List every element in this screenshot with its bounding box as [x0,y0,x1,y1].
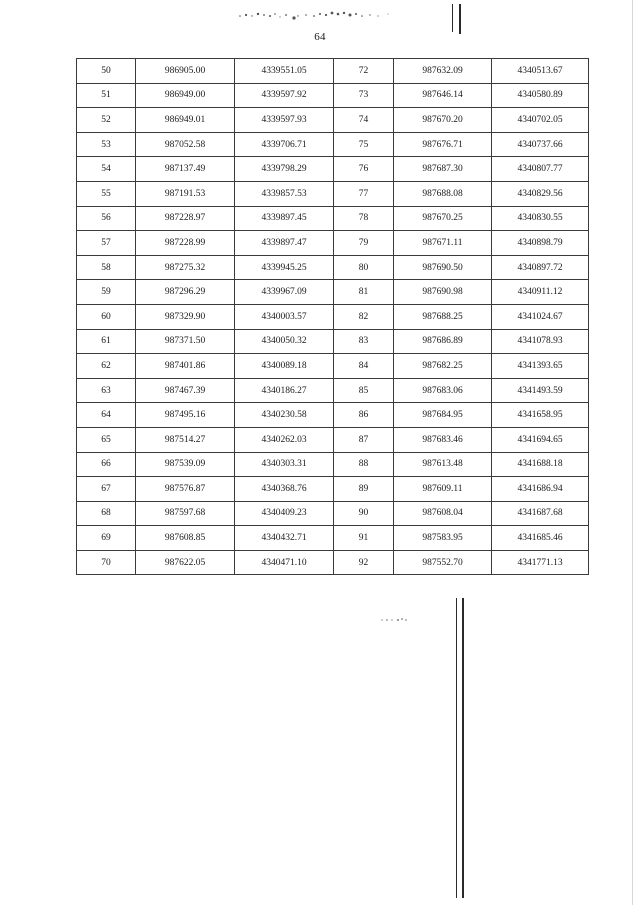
point-number-cell: 72 [334,59,394,84]
x-coordinate-cell: 987670.25 [394,206,492,231]
point-number-cell: 66 [77,452,136,477]
point-number-cell: 68 [77,501,136,526]
x-coordinate-cell: 986905.00 [136,59,235,84]
x-coordinate-cell: 987275.32 [136,255,235,280]
point-number-cell: 55 [77,181,136,206]
point-number-cell: 51 [77,83,136,108]
x-coordinate-cell: 987622.05 [136,550,235,575]
x-coordinate-cell: 987552.70 [394,550,492,575]
x-coordinate-cell: 987514.27 [136,427,235,452]
point-number-cell: 70 [77,550,136,575]
y-coordinate-cell: 4341685.46 [492,526,589,551]
table-row [77,403,589,428]
y-coordinate-cell: 4341687.68 [492,501,589,526]
x-coordinate-cell: 986949.01 [136,108,235,133]
x-coordinate-cell: 986949.00 [136,83,235,108]
y-coordinate-cell: 4341688.18 [492,452,589,477]
scan-line-lower-b [462,598,464,898]
y-coordinate-cell: 4340807.77 [492,157,589,182]
point-number-cell: 63 [77,378,136,403]
point-number-cell: 86 [334,403,394,428]
y-coordinate-cell: 4340830.55 [492,206,589,231]
table-row [77,108,589,133]
y-coordinate-cell: 4339945.25 [235,255,334,280]
y-coordinate-cell: 4340898.79 [492,231,589,256]
y-coordinate-cell: 4340432.71 [235,526,334,551]
x-coordinate-cell: 987191.53 [136,181,235,206]
x-coordinate-cell: 987684.95 [394,403,492,428]
table-row [77,181,589,206]
point-number-cell: 83 [334,329,394,354]
point-number-cell: 76 [334,157,394,182]
x-coordinate-cell: 987608.85 [136,526,235,551]
x-coordinate-cell: 987683.46 [394,427,492,452]
x-coordinate-cell: 987670.20 [394,108,492,133]
y-coordinate-cell: 4341694.65 [492,427,589,452]
point-number-cell: 59 [77,280,136,305]
point-number-cell: 52 [77,108,136,133]
x-coordinate-cell: 987539.09 [136,452,235,477]
y-coordinate-cell: 4339897.45 [235,206,334,231]
point-number-cell: 87 [334,427,394,452]
x-coordinate-cell: 987676.71 [394,132,492,157]
point-number-cell: 78 [334,206,394,231]
page-number: 64 [314,31,326,43]
point-number-cell: 82 [334,304,394,329]
y-coordinate-cell: 4340513.67 [492,59,589,84]
y-coordinate-cell: 4339706.71 [235,132,334,157]
point-number-cell: 74 [334,108,394,133]
point-number-cell: 77 [334,181,394,206]
y-coordinate-cell: 4341658.95 [492,403,589,428]
point-number-cell: 91 [334,526,394,551]
point-number-cell: 73 [334,83,394,108]
y-coordinate-cell: 4340003.57 [235,304,334,329]
x-coordinate-cell: 987495.16 [136,403,235,428]
table-row [77,329,589,354]
point-number-cell: 67 [77,477,136,502]
x-coordinate-cell: 987609.11 [394,477,492,502]
table-row [77,477,589,502]
x-coordinate-cell: 987467.39 [136,378,235,403]
y-coordinate-cell: 4341686.94 [492,477,589,502]
table-row [77,157,589,182]
point-number-cell: 65 [77,427,136,452]
x-coordinate-cell: 987686.89 [394,329,492,354]
point-number-cell: 69 [77,526,136,551]
table-row [77,452,589,477]
table-row [77,427,589,452]
y-coordinate-cell: 4340089.18 [235,354,334,379]
x-coordinate-cell: 987690.98 [394,280,492,305]
point-number-cell: 85 [334,378,394,403]
y-coordinate-cell: 4339551.05 [235,59,334,84]
y-coordinate-cell: 4340186.27 [235,378,334,403]
y-coordinate-cell: 4340471.10 [235,550,334,575]
x-coordinate-cell: 987329.90 [136,304,235,329]
point-number-cell: 58 [77,255,136,280]
x-coordinate-cell: 987583.95 [394,526,492,551]
y-coordinate-cell: 4339798.29 [235,157,334,182]
table-row [77,550,589,575]
y-coordinate-cell: 4341493.59 [492,378,589,403]
x-coordinate-cell: 987401.86 [136,354,235,379]
y-coordinate-cell: 4340829.56 [492,181,589,206]
point-number-cell: 53 [77,132,136,157]
table-row [77,231,589,256]
table-row [77,255,589,280]
x-coordinate-cell: 987371.50 [136,329,235,354]
table-row [77,378,589,403]
point-number-cell: 50 [77,59,136,84]
y-coordinate-cell: 4340409.23 [235,501,334,526]
y-coordinate-cell: 4339597.92 [235,83,334,108]
table-row [77,132,589,157]
y-coordinate-cell: 4341078.93 [492,329,589,354]
table-row [77,59,589,84]
table-row [77,83,589,108]
x-coordinate-cell: 987228.99 [136,231,235,256]
coordinates-table [76,58,589,575]
y-coordinate-cell: 4340702.05 [492,108,589,133]
point-number-cell: 62 [77,354,136,379]
y-coordinate-cell: 4340368.76 [235,477,334,502]
point-number-cell: 75 [334,132,394,157]
y-coordinate-cell: 4341771.13 [492,550,589,575]
point-number-cell: 64 [77,403,136,428]
x-coordinate-cell: 987613.48 [394,452,492,477]
y-coordinate-cell: 4340911.12 [492,280,589,305]
point-number-cell: 60 [77,304,136,329]
point-number-cell: 90 [334,501,394,526]
x-coordinate-cell: 987597.68 [136,501,235,526]
point-number-cell: 57 [77,231,136,256]
y-coordinate-cell: 4341393.65 [492,354,589,379]
x-coordinate-cell: 987608.04 [394,501,492,526]
point-number-cell: 61 [77,329,136,354]
x-coordinate-cell: 987688.08 [394,181,492,206]
point-number-cell: 54 [77,157,136,182]
scan-line-right-edge [632,0,633,905]
y-coordinate-cell: 4339857.53 [235,181,334,206]
table-row [77,280,589,305]
table-row [77,501,589,526]
x-coordinate-cell: 987228.97 [136,206,235,231]
table-row [77,304,589,329]
y-coordinate-cell: 4340230.58 [235,403,334,428]
point-number-cell: 88 [334,452,394,477]
point-number-cell: 92 [334,550,394,575]
x-coordinate-cell: 987688.25 [394,304,492,329]
y-coordinate-cell: 4340303.31 [235,452,334,477]
scan-noise-top [228,4,408,24]
point-number-cell: 79 [334,231,394,256]
table-row [77,206,589,231]
x-coordinate-cell: 987296.29 [136,280,235,305]
x-coordinate-cell: 987576.87 [136,477,235,502]
y-coordinate-cell: 4340050.32 [235,329,334,354]
x-coordinate-cell: 987646.14 [394,83,492,108]
y-coordinate-cell: 4340897.72 [492,255,589,280]
x-coordinate-cell: 987632.09 [394,59,492,84]
table-row [77,526,589,551]
y-coordinate-cell: 4339967.09 [235,280,334,305]
y-coordinate-cell: 4341024.67 [492,304,589,329]
scan-line-lower-a [456,598,457,898]
point-number-cell: 56 [77,206,136,231]
point-number-cell: 81 [334,280,394,305]
y-coordinate-cell: 4340737.66 [492,132,589,157]
x-coordinate-cell: 987690.50 [394,255,492,280]
scan-line-top-b [459,4,461,34]
y-coordinate-cell: 4339897.47 [235,231,334,256]
point-number-cell: 84 [334,354,394,379]
x-coordinate-cell: 987682.25 [394,354,492,379]
y-coordinate-cell: 4340580.89 [492,83,589,108]
point-number-cell: 89 [334,477,394,502]
y-coordinate-cell: 4340262.03 [235,427,334,452]
x-coordinate-cell: 987052.58 [136,132,235,157]
x-coordinate-cell: 987687.30 [394,157,492,182]
scan-noise-bottom [378,616,418,624]
point-number-cell: 80 [334,255,394,280]
table-row [77,354,589,379]
x-coordinate-cell: 987137.49 [136,157,235,182]
x-coordinate-cell: 987671.11 [394,231,492,256]
y-coordinate-cell: 4339597.93 [235,108,334,133]
scan-line-top-a [452,4,453,32]
x-coordinate-cell: 987683.06 [394,378,492,403]
